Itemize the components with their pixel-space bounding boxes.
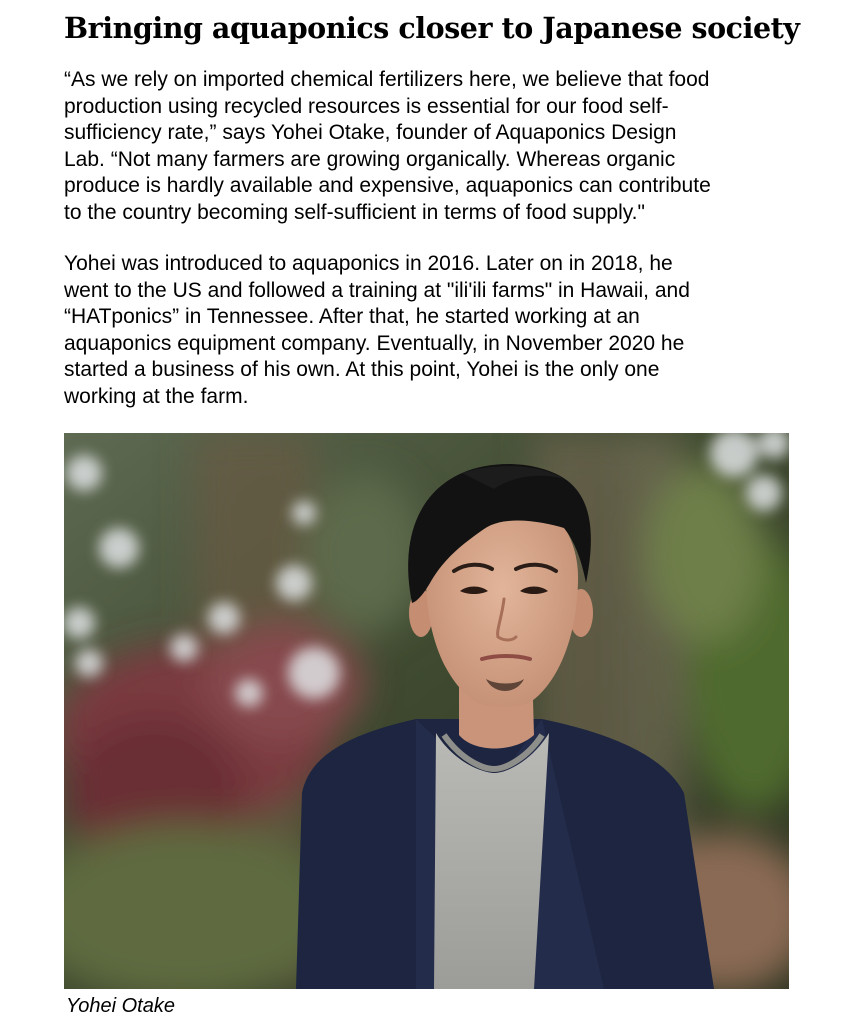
paragraph-line: Yohei was introduced to aquaponics in 2016. Later on in 2018, he: [64, 252, 673, 275]
paragraph-line: went to the US and followed a training at "ili'ili farms" in Hawaii, and: [64, 278, 690, 302]
article-title: Bringing aquaponics closer to Japanese society: [64, 11, 800, 45]
paragraph-line: sufficiency rate,” says Yohei Otake, founder of Aquaponics Design: [64, 121, 677, 144]
paragraph-line: “HATponics” in Tennessee. After that, he started working at an: [64, 305, 640, 328]
background-paragraph: [64, 251, 804, 410]
paragraph-line: working at the farm.: [64, 384, 249, 408]
paragraph-line: to the country becoming self-sufficient in terms of food supply.": [64, 200, 645, 224]
paragraph-line: “As we rely on imported chemical fertilizers here, we believe that food: [64, 68, 710, 91]
paragraph-line: Lab. “Not many farmers are growing organically. Whereas organic: [64, 147, 676, 171]
photo-caption: Yohei Otake: [66, 995, 175, 1017]
paragraph-line: produce is hardly available and expensive, aquaponics can contribute: [64, 174, 711, 197]
quote-paragraph: [64, 67, 804, 226]
paragraph-line: production using recycled resources is essential for our food self-: [64, 94, 669, 118]
portrait-photo: [64, 433, 789, 989]
paragraph-line: aquaponics equipment company. Eventually, in November 2020 he: [64, 331, 685, 355]
paragraph-line: started a business of his own. At this point, Yohei is the only one: [64, 358, 660, 381]
